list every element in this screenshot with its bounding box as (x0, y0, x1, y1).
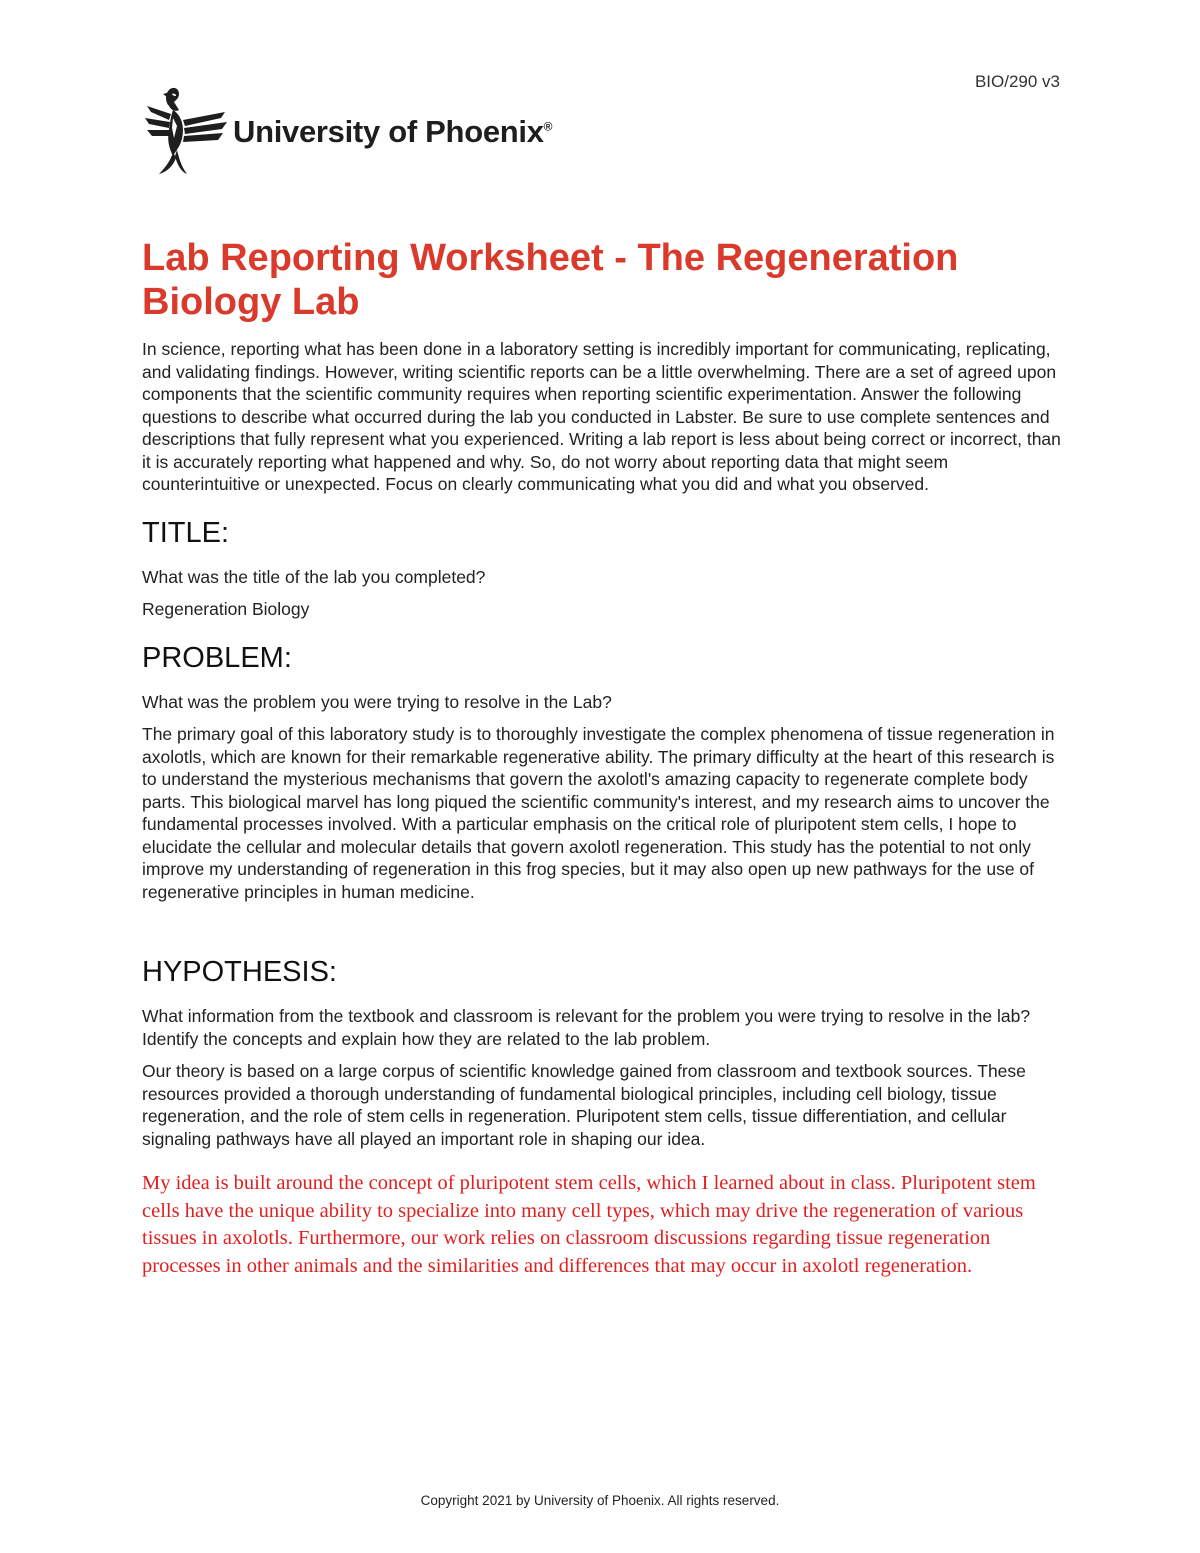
title-answer: Regeneration Biology (142, 599, 310, 619)
hypothesis-answer: Our theory is based on a large corpus of scientific knowledge gained from classroom and textbook sources. These resources provided a thorough understanding of fundamental biological principles, including cell biology, tissue regeneration, and the role of stem cells in regeneration. Pluripotent stem cells, tissue differentiation, and cellular signaling pathways have all played an important role in shaping our idea. (142, 1061, 1026, 1149)
problem-heading: PROBLEM: (142, 641, 292, 674)
hypothesis-answer-red: My idea is built around the concept of pluripotent stem cells, which I learned about in class. Pluripotent stem cells have the unique ability to specialize into many cell types, which may drive the regeneration of various tissues in axolotls. Furthermore, our work relies on classroom discussions regarding tissue regeneration processes in other animals and the similarities and differences that may occur in axolotl regeneration. (142, 1172, 1036, 1277)
copyright-footer: Copyright 2021 by University of Phoenix. All rights reserved. (420, 1493, 780, 1508)
hypothesis-heading: HYPOTHESIS: (142, 956, 337, 988)
problem-answer: The primary goal of this laboratory study is to thoroughly investigate the complex phenomena of tissue regeneration in axolotls, which are known for their remarkable regenerative ability. The primary difficulty at the heart of this research is to understand the mysterious mechanisms that govern the axolotl's amazing capacity to regenerate complete body parts. This biological marvel has long piqued the scientific community's interest, and my research aims to uncover the fundamental processes involved. With a particular emphasis on the critical role of pluripotent stem cells, I hope to elucidate the cellular and molecular details that govern axolotl regeneration. This study has the potential to not only improve my understanding of regeneration in this frog species, but it may also open up new pathways for the use of regenerative principles in human medicine. (142, 724, 1055, 902)
title-question: What was the title of the lab you completed? (142, 566, 486, 587)
title-heading: TITLE: (142, 516, 230, 549)
worksheet-content (142, 236, 1062, 1290)
phoenix-bird-icon (143, 86, 227, 178)
problem-question: What was the problem you were trying to resolve in the Lab? (142, 691, 612, 712)
course-code: BIO/290 v3 (974, 72, 1060, 91)
logo-text (233, 114, 552, 150)
hypothesis-question: What information from the textbook and classroom is relevant for the problem you were trying to resolve in the lab? Identify the concepts and explain how they are related to the lab problem. (142, 1006, 1031, 1049)
university-logo (143, 86, 552, 178)
intro-paragraph: In science, reporting what has been done in a laboratory setting is incredibly important for communicating, replicating, and validating findings. However, writing scientific reports can be a little overwhelming. There are a set of agreed upon components that the scientific community requires when reporting scientific experimentation. Answer the following questions to describe what occurred during the lab you conducted in Labster. Be sure to use complete sentences and descriptions that fully represent what you experienced. Writing a lab report is less about being correct or incorrect, than it is accurately reporting what happened and why. So, do not worry about reporting data that might seem counterintuitive or unexpected. Focus on clearly communicating what you did and what you observed. (142, 339, 1061, 494)
registered-mark: ® (543, 119, 553, 134)
logo-wordmark: University of Phoenix (233, 114, 544, 149)
page-title: Lab Reporting Worksheet - The Regeneration Biology Lab (142, 237, 959, 323)
section-spacer (142, 913, 1062, 935)
